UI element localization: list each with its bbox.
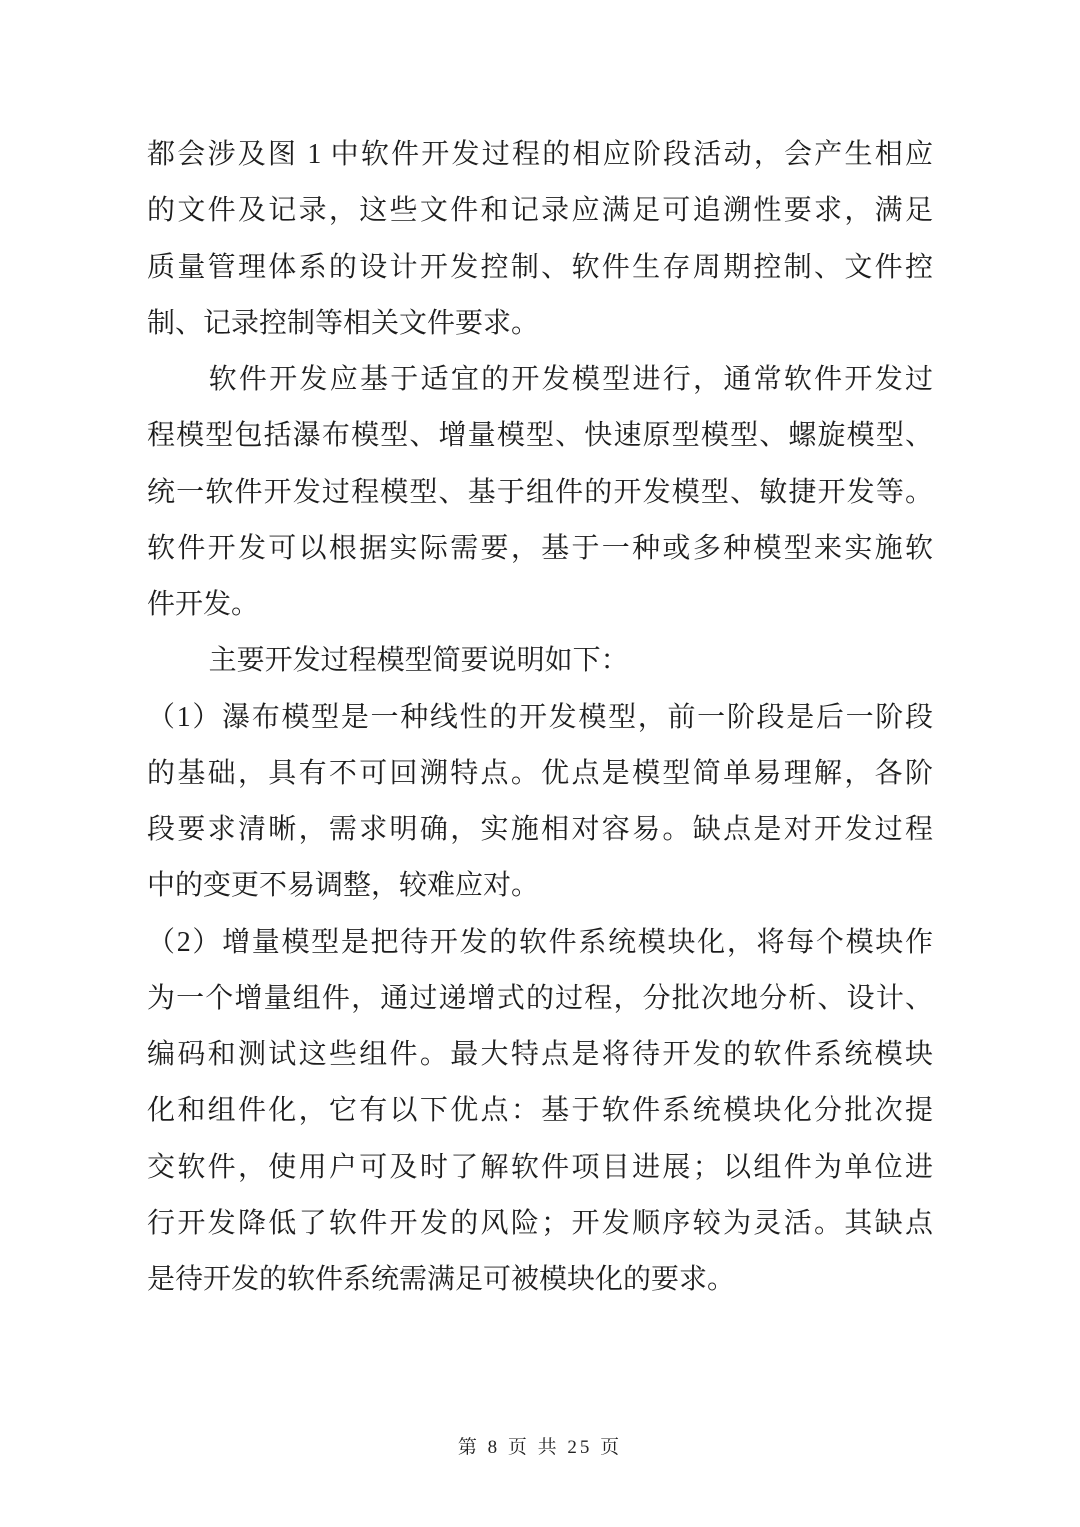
paragraph-waterfall-model bbox=[147, 690, 933, 915]
text-line: 段要求清晰，需求明确，实施相对容易。缺点是对开发过程 bbox=[147, 814, 933, 845]
document-body bbox=[147, 127, 933, 1308]
paragraph-models-overview-heading bbox=[147, 633, 933, 689]
paragraph-incremental-model bbox=[147, 915, 933, 1309]
text-line: 质量管理体系的设计开发控制、软件生存周期控制、文件控 bbox=[147, 251, 933, 283]
text-line: 统一软件开发过程模型、基于组件的开发模型、敏捷开发等。 bbox=[147, 476, 933, 508]
text-line: 软件开发可以根据实际需要，基于一种或多种模型来实施软 bbox=[147, 532, 933, 564]
text-line: 行开发降低了软件开发的风险；开发顺序较为灵活。其缺点 bbox=[147, 1207, 933, 1239]
text-line: 件开发。 bbox=[147, 589, 260, 620]
text-line: 制、记录控制等相关文件要求。 bbox=[147, 307, 540, 339]
text-line: 的基础，具有不可回溯特点。优点是模型简单易理解，各阶 bbox=[147, 757, 933, 789]
text-line: （2）增量模型是把待开发的软件系统模块化，将每个模块作 bbox=[147, 926, 933, 958]
text-line: 主要开发过程模型简要说明如下： bbox=[208, 645, 629, 677]
text-line: 中的变更不易调整，较难应对。 bbox=[147, 870, 540, 902]
paragraph-intro-documents bbox=[147, 127, 933, 352]
text-line: 为一个增量组件，通过递增式的过程，分批次地分析、设计、 bbox=[147, 982, 933, 1014]
text-line: 的文件及记录，这些文件和记录应满足可追溯性要求，满足 bbox=[147, 195, 933, 227]
page-footer bbox=[0, 1432, 1080, 1459]
text-line: 是待开发的软件系统需满足可被模块化的要求。 bbox=[147, 1264, 736, 1295]
text-line: （1）瀑布模型是一种线性的开发模型，前一阶段是后一阶段 bbox=[147, 701, 933, 733]
page-number-label: 第 8 页 共 25 页 bbox=[457, 1437, 623, 1458]
text-line: 编码和测试这些组件。最大特点是将待开发的软件系统模块 bbox=[147, 1039, 933, 1070]
text-line: 化和组件化，它有以下优点：基于软件系统模块化分批次提 bbox=[147, 1095, 933, 1127]
paragraph-development-models bbox=[147, 352, 933, 633]
text-line: 软件开发应基于适宜的开发模型进行，通常软件开发过 bbox=[208, 364, 933, 395]
text-line: 交软件，使用户可及时了解软件项目进展；以组件为单位进 bbox=[147, 1151, 933, 1183]
text-line: 都会涉及图 1 中软件开发过程的相应阶段活动，会产生相应 bbox=[147, 139, 933, 170]
text-line: 程模型包括瀑布模型、增量模型、快速原型模型、螺旋模型、 bbox=[147, 420, 933, 452]
